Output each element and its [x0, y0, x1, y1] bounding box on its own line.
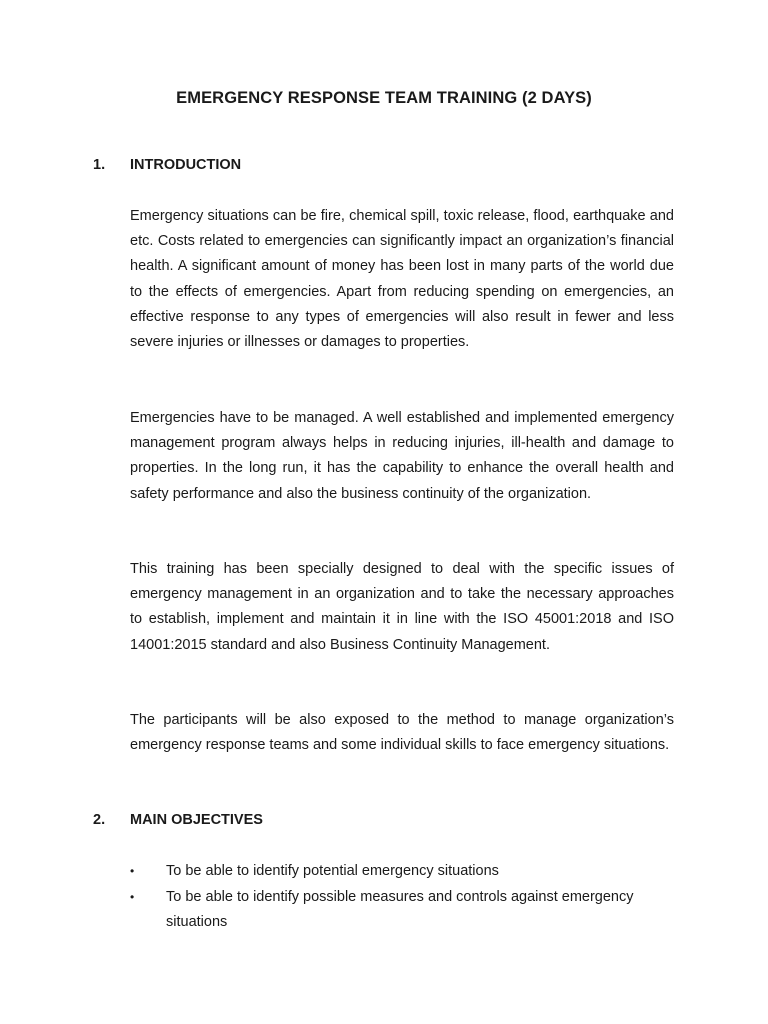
intro-paragraph-3: This training has been specially designed to deal with the specific issues of emergency management in an organization and to take the necessary approaches to establish, implement and maintain it in line with the ISO 45001:2018 and ISO 14001:2015 standard and also Business Continuity Management.	[130, 561, 674, 653]
intro-paragraph-1: Emergency situations can be fire, chemical spill, toxic release, flood, earthquake and etc. Costs related to emergencies can significantly impact an organization’s financial health. A significant amount of money has been lost in many parts of the world due to the effects of emergencies. Apart from reducing spending on emergencies, an effective response to any types of emergencies will also result in fewer and less severe injuries or illnesses or damages to properties.	[130, 208, 674, 351]
bullet-icon: •	[130, 890, 135, 905]
section-number: 2.	[93, 812, 106, 828]
section-heading-main-objectives	[93, 812, 263, 828]
bullet-icon: •	[130, 864, 135, 878]
list-item-text: To be able to identify possible measures and controls against emergency situations	[166, 889, 634, 931]
section-title: INTRODUCTION	[130, 157, 242, 173]
list-item	[130, 885, 674, 935]
intro-paragraph-4: The participants will be also exposed to the method to manage organization’s emergency response teams and some individual skills to face emergency situations.	[130, 712, 674, 754]
document-title: EMERGENCY RESPONSE TEAM TRAINING (2 DAYS)	[176, 89, 592, 107]
intro-paragraph-2: Emergencies have to be managed. A well established and implemented emergency management program always helps in reducing injuries, ill-health and damage to properties. In the long run, it has the capability to enhance the overall health and safety performance and also the business continuity of the organization.	[130, 410, 674, 502]
objectives-list	[130, 859, 674, 937]
section-heading-introduction	[93, 157, 241, 173]
list-item	[130, 859, 674, 884]
section-number: 1.	[93, 157, 106, 173]
list-item-text: To be able to identify potential emergency situations	[166, 863, 499, 879]
section-title: MAIN OBJECTIVES	[130, 812, 263, 828]
